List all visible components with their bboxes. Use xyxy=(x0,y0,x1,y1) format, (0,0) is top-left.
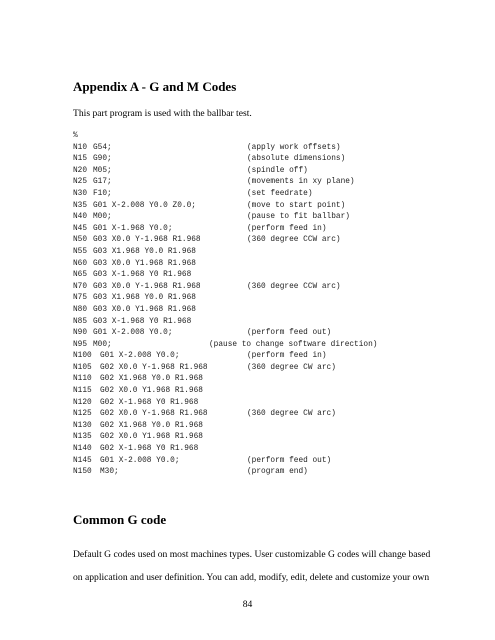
comment: (perform feed out) xyxy=(247,456,332,465)
program-line xyxy=(73,247,473,259)
program-line xyxy=(73,363,473,375)
command: G02 X-1.968 Y0 R1.968 xyxy=(100,445,199,454)
line-number: N10 xyxy=(73,143,88,152)
line-number: N35 xyxy=(73,201,88,210)
comment: (spindle off) xyxy=(247,166,308,175)
line-number: N100 xyxy=(73,352,92,361)
common-g-code-title: Common G code xyxy=(73,512,167,527)
line-number: N30 xyxy=(73,189,88,198)
comment: (pause to fit ballbar) xyxy=(247,213,350,222)
page-number: 84 xyxy=(242,599,253,610)
comment: (360 degree CW arc) xyxy=(247,363,336,372)
program-line xyxy=(73,409,473,421)
program-line xyxy=(73,201,473,213)
line-number: N95 xyxy=(73,340,88,349)
line-number: N125 xyxy=(73,410,92,419)
command: G01 X-2.008 Y0.0; xyxy=(93,329,173,338)
program-line xyxy=(73,467,473,479)
line-number: N150 xyxy=(73,468,92,477)
appendix-title: Appendix A - G and M Codes xyxy=(73,79,237,94)
program-line xyxy=(73,351,473,363)
intro-text: This part program is used with the ballbar test. xyxy=(73,108,252,119)
line-number: N15 xyxy=(73,155,88,164)
command: G03 X0.0 Y1.968 R1.968 xyxy=(93,305,196,314)
command: G02 X1.968 Y0.0 R1.968 xyxy=(100,421,203,430)
program-lines xyxy=(73,143,473,479)
command: M30; xyxy=(100,468,119,477)
part-program xyxy=(73,131,473,479)
line-number: N120 xyxy=(73,398,92,407)
line-number: N105 xyxy=(73,363,92,372)
line-number: N45 xyxy=(73,224,88,233)
line-number: N130 xyxy=(73,421,92,430)
line-number: N25 xyxy=(73,178,88,187)
line-number: N50 xyxy=(73,236,88,245)
command: G03 X0.0 Y1.968 R1.968 xyxy=(93,259,196,268)
program-line xyxy=(73,177,473,189)
line-number: N110 xyxy=(73,375,92,384)
command: G02 X0.0 Y-1.968 R1.968 xyxy=(100,410,208,419)
command: G02 X0.0 Y1.968 R1.968 xyxy=(100,387,203,396)
command: G03 X0.0 Y-1.968 R1.968 xyxy=(93,236,201,245)
command: M00; xyxy=(93,213,112,222)
comment: (360 degree CW arc) xyxy=(247,410,336,419)
comment: (perform feed out) xyxy=(247,329,332,338)
program-line xyxy=(73,386,473,398)
line-number: N60 xyxy=(73,259,88,268)
body-line: Default G codes used on most machines types. User customizable G codes will change based xyxy=(73,549,431,560)
line-number: N115 xyxy=(73,387,92,396)
command: G03 X-1.968 Y0 R1.968 xyxy=(93,317,192,326)
command: G02 X0.0 Y1.968 R1.968 xyxy=(100,433,203,442)
comment: (apply work offsets) xyxy=(247,143,341,152)
line-number: N85 xyxy=(73,317,88,326)
program-start-marker: % xyxy=(73,132,78,140)
command: G03 X1.968 Y0.0 R1.968 xyxy=(93,247,196,256)
program-line xyxy=(73,421,473,433)
command: G01 X-2.008 Y0.0; xyxy=(100,456,180,465)
program-line xyxy=(73,432,473,444)
command: G17; xyxy=(93,178,112,187)
program-line xyxy=(73,444,473,456)
program-line xyxy=(73,317,473,329)
program-line xyxy=(73,154,473,166)
line-number: N80 xyxy=(73,305,88,314)
program-line xyxy=(73,259,473,271)
comment: (set feedrate) xyxy=(247,189,313,198)
line-number: N140 xyxy=(73,445,92,454)
body-line: on application and user definition. You can add, modify, edit, delete and customize your own xyxy=(73,571,430,583)
common-g-code-text xyxy=(73,544,443,589)
comment: (move to start point) xyxy=(247,201,346,210)
line-number: N75 xyxy=(73,294,88,303)
program-line xyxy=(73,270,473,282)
comment: (movements in xy plane) xyxy=(247,178,355,187)
line-number: N20 xyxy=(73,166,88,175)
program-line xyxy=(73,235,473,247)
comment: (program end) xyxy=(247,468,308,477)
program-line xyxy=(73,328,473,340)
comment: (360 degree CCW arc) xyxy=(247,282,341,291)
comment: (absolute dimensions) xyxy=(247,155,346,164)
program-line xyxy=(73,374,473,386)
command: G02 X0.0 Y-1.968 R1.968 xyxy=(100,363,208,372)
command: G01 X-2.008 Y0.0 Z0.0; xyxy=(93,201,196,210)
program-line xyxy=(73,224,473,236)
comment: (perform feed in) xyxy=(247,224,327,233)
program-line xyxy=(73,293,473,305)
line-number: N65 xyxy=(73,271,88,280)
comment: (perform feed in) xyxy=(247,352,327,361)
comment: (360 degree CCW arc) xyxy=(247,236,341,245)
line-number: N55 xyxy=(73,247,88,256)
program-line xyxy=(73,456,473,468)
command: G01 X-1.968 Y0.0; xyxy=(93,224,173,233)
line-number: N70 xyxy=(73,282,88,291)
program-line xyxy=(73,212,473,224)
line-number: N135 xyxy=(73,433,92,442)
command: G03 X1.968 Y0.0 R1.968 xyxy=(93,294,196,303)
program-line xyxy=(73,305,473,317)
command: F10; xyxy=(93,189,112,198)
command: G01 X-2.008 Y0.0; xyxy=(100,352,180,361)
program-line xyxy=(73,340,473,352)
command: M05; xyxy=(93,166,112,175)
line-number: N40 xyxy=(73,213,88,222)
command: G02 X-1.968 Y0 R1.968 xyxy=(100,398,199,407)
comment: (pause to change software direction) xyxy=(209,340,378,349)
command: G02 X1.968 Y0.0 R1.968 xyxy=(100,375,203,384)
program-start xyxy=(73,131,473,143)
line-number: N145 xyxy=(73,456,92,465)
program-line xyxy=(73,398,473,410)
program-line xyxy=(73,143,473,155)
command: G03 X0.0 Y-1.968 R1.968 xyxy=(93,282,201,291)
command: G54; xyxy=(93,143,112,152)
command: G90; xyxy=(93,155,112,164)
program-line xyxy=(73,166,473,178)
program-line xyxy=(73,189,473,201)
program-line xyxy=(73,282,473,294)
line-number: N90 xyxy=(73,329,88,338)
command: G03 X-1.968 Y0 R1.968 xyxy=(93,271,192,280)
command: M00; xyxy=(93,340,112,349)
